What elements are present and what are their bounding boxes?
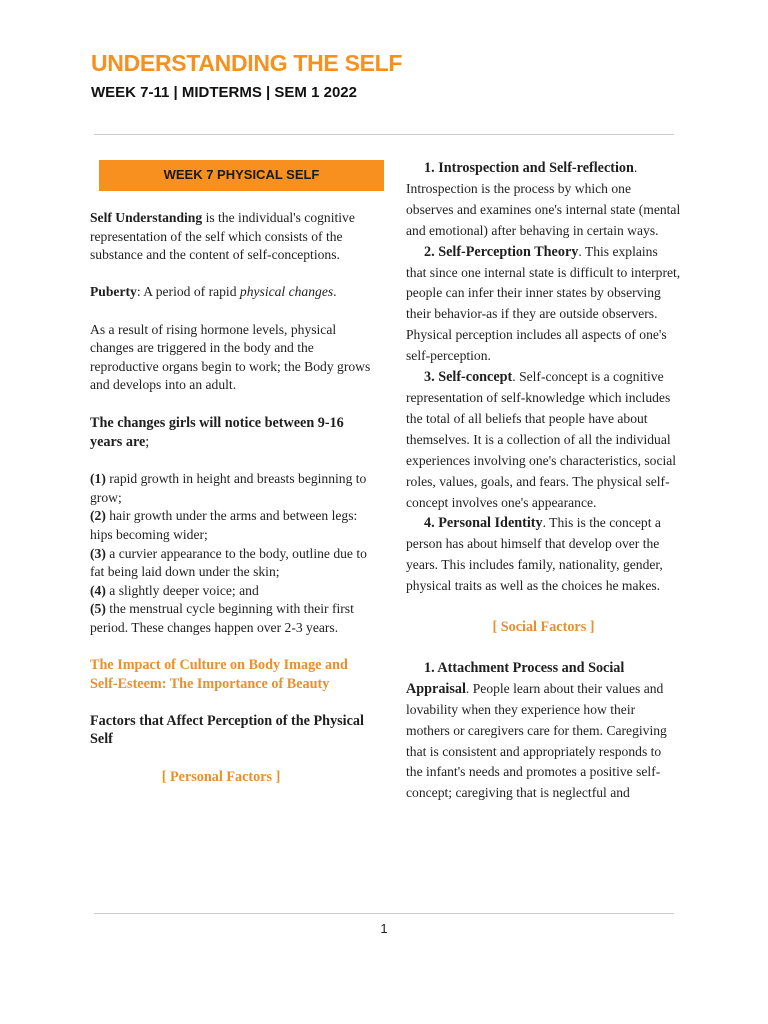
list-item [406,158,681,242]
personal-factors-heading: [ Personal Factors ] [161,768,281,785]
changes-heading [90,414,372,452]
list-item-text: . People learn about their values and lovability when they experience how their mothers or caregivers care for them. Caregiving that is consistent and appropriately responds to the infant's needs and promotes a positive self-concept; caregiving that is neglectful and [406,680,667,801]
list-item [406,658,681,804]
footer-divider [94,913,674,914]
right-column [406,158,681,804]
list-item-term: 1. Attachment Process and Social Appraisal [406,659,625,697]
puberty-term: Puberty [90,284,137,300]
list-item-number: (2) [90,508,106,524]
social-factors-heading: [ Social Factors ] [492,619,595,636]
changes-heading-text: The changes girls will notice between 9-16 years are [90,414,344,450]
changes-list [90,470,372,637]
list-item-term: 3. Self-concept [424,369,513,386]
list-item [90,507,372,544]
list-item [90,545,372,582]
list-item-term: 4. Personal Identity [424,515,543,532]
header-divider [94,134,674,135]
list-item [90,470,372,507]
list-item-text: . Self-concept is a cognitive representation of self-knowledge which includes the total of all beliefs that people have about themselves. It is a collection of all the individual experiences involving one's characteristics, social roles, values, goals, and fears. The physical self-concept involves one's appearance. [406,369,677,510]
list-item-number: (5) [90,601,106,617]
document-title: UNDERSTANDING THE SELF [91,50,403,76]
list-item-number: (4) [90,582,106,598]
list-item-number: (1) [90,471,106,487]
left-column [90,160,372,786]
changes-heading-end: ; [145,433,150,450]
list-item-text: hair growth under the arms and between legs: hips becoming wider; [90,508,358,542]
list-item-number: (3) [90,545,106,561]
list-item [90,600,372,637]
self-understanding-paragraph [90,209,372,265]
culture-heading: The Impact of Culture on Body Image and Self-Esteem: The Importance of Beauty [90,657,348,692]
puberty-definition-emphasis: physical changes [239,284,334,300]
list-item-text: . Introspection is the process by which one observes and examines one's internal state (mental and emotional) after behaving in certain ways. [406,160,681,238]
list-item-text: a curvier appearance to the body, outline due to fat being laid down under the skin; [90,545,367,580]
hormones-paragraph: As a result of rising hormone levels, physical changes are triggered in the body and the reproductive organs begin to work; the Body grows and develops into an adult. [90,321,371,393]
page-number: 1 [380,921,388,936]
list-item-text: a slightly deeper voice; and [105,582,259,598]
factors-heading: Factors that Affect Perception of the Physical Self [90,712,364,748]
puberty-definition-text: : A period of rapid [136,284,240,300]
section-banner: WEEK 7 PHYSICAL SELF [99,160,384,191]
self-understanding-term: Self Understanding [90,210,203,225]
list-item [90,582,372,601]
list-item-text: . This is the concept a person has about himself that develop over the years. This includes family, nationality, gender, physical traits as well as the choices he makes. [406,515,663,594]
list-item [406,367,681,513]
document-subtitle: WEEK 7-11 | MIDTERMS | SEM 1 2022 [91,84,357,101]
puberty-paragraph [90,283,372,302]
list-item [406,242,681,367]
list-item-term: 1. Introspection and Self-reflection [424,160,634,176]
puberty-definition-end: . [333,284,337,300]
list-item-text: the menstrual cycle beginning with their first period. These changes happen over 2-3 years. [90,601,354,635]
list-item-term: 2. Self-Perception Theory [424,243,579,260]
list-item [406,513,681,597]
list-item-text: . This explains that since one internal state is difficult to interpret, people can infer their inner states by observing their behavior-as if they are outside observers. Physical perception includes all aspects of one's self-perception. [406,243,681,364]
self-understanding-definition: is the individual's cognitive representation of the self which consists of the substance and the content of self-conceptions. [90,210,355,263]
list-item-text: rapid growth in height and breasts beginning to grow; [90,471,367,505]
